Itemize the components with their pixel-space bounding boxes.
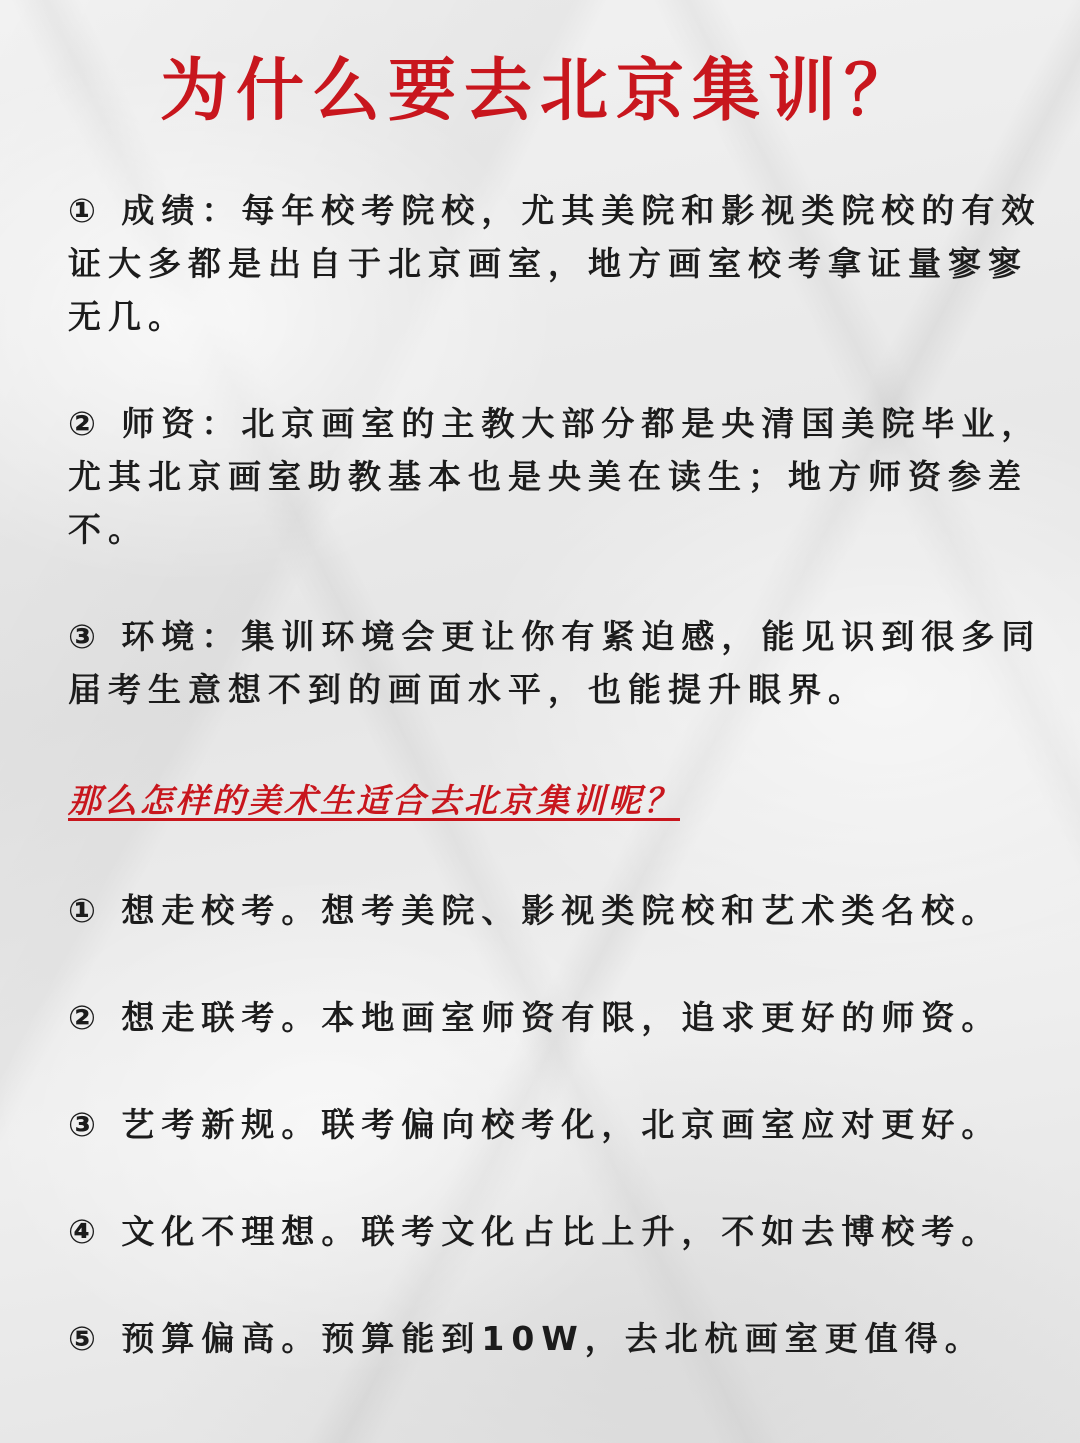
suitable-item-school-exam: ① 想走校考。想考美院、影视类院校和艺术类名校。 [68,891,1002,930]
intro-point-grades: ① 成绩：每年校考院校，尤其美院和影视类院校的有效证大多都是出自于北京画室，地方画室校考拿证量寥寥无几。 [68,191,1042,336]
intro-point-teachers: ② 师资：北京画室的主教大部分都是央清国美院毕业，尤其北京画室助教基本也是央美在读生；地方师资参差不。 [68,404,1042,549]
suitable-item-budget: ⑤ 预算偏高。预算能到10W，去北杭画室更值得。 [68,1319,985,1358]
section-subheading: 那么怎样的美术生适合去北京集训呢？ [68,781,680,820]
page-title: 为什么要去北京集训？ [159,52,920,131]
suitable-item-culture-score: ④ 文化不理想。联考文化占比上升，不如去博校考。 [68,1212,1002,1251]
intro-point-environment: ③ 环境：集训环境会更让你有紧迫感，能见识到很多同届考生意想不到的画面水平，也能提升眼界。 [68,617,1042,709]
suitable-item-joint-exam: ② 想走联考。本地画室师资有限，追求更好的师资。 [68,998,1002,1037]
suitable-item-new-rules: ③ 艺考新规。联考偏向校考化，北京画室应对更好。 [68,1105,1002,1144]
